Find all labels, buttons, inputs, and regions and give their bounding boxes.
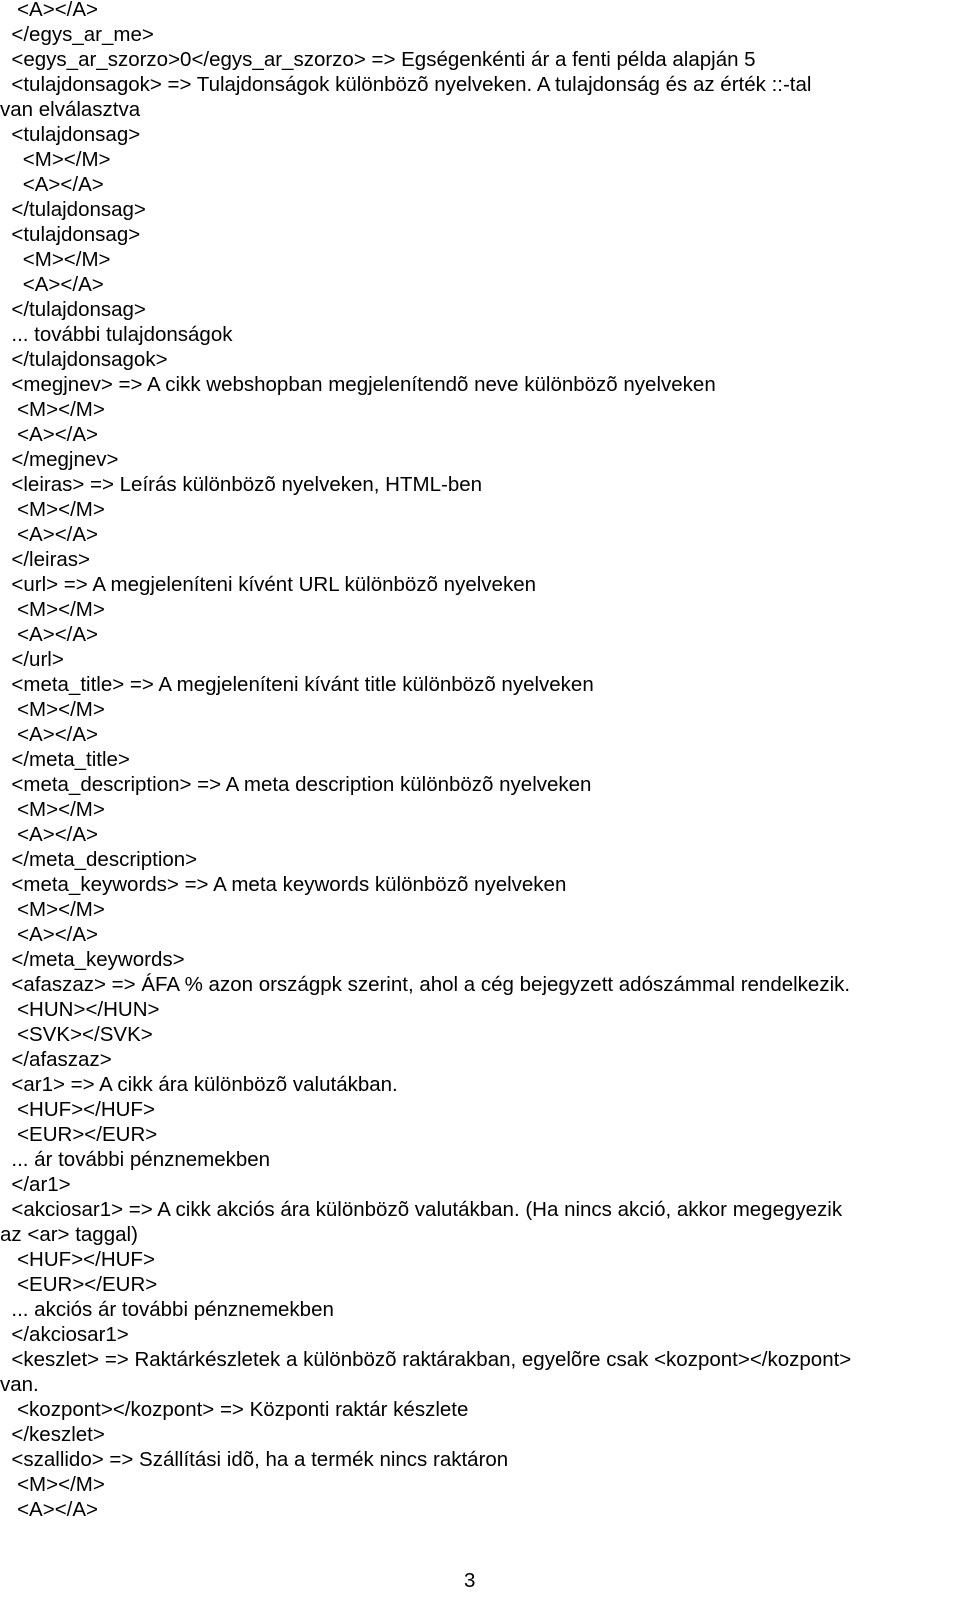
text-line: <A></A> (0, 1498, 99, 1521)
text-line: <tulajdonsag> (0, 123, 141, 146)
text-line: </afaszaz> (0, 1048, 112, 1071)
page-number: 3 (464, 1569, 476, 1592)
text-line: <A></A> (0, 0, 99, 21)
text-line: </leiras> (0, 548, 91, 571)
text-line: <akciosar1> => A cikk akciós ára különbözõ valutákban. (Ha nincs akció, akkor megegyezik (0, 1198, 843, 1221)
text-line: <keszlet> => Raktárkészletek a különbözõ raktárakban, egyelõre csak <kozpont></kozpont> (0, 1348, 852, 1371)
text-line: <A></A> (0, 923, 99, 946)
text-line: <meta_title> => A megjeleníteni kívánt title különbözõ nyelveken (0, 673, 594, 696)
text-line: <SVK></SVK> (0, 1023, 153, 1046)
text-line: </url> (0, 648, 64, 671)
text-line: <EUR></EUR> (0, 1273, 158, 1296)
text-line: <M></M> (0, 798, 105, 821)
text-line: <A></A> (0, 173, 104, 196)
text-line: <egys_ar_szorzo>0</egys_ar_szorzo> => Egségenkénti ár a fenti példa alapján 5 (0, 48, 756, 71)
text-line: <A></A> (0, 723, 99, 746)
text-line: <A></A> (0, 273, 104, 296)
text-line: <A></A> (0, 523, 99, 546)
text-line: </meta_title> (0, 748, 130, 771)
text-line: van. (0, 1373, 39, 1396)
text-line: </meta_keywords> (0, 948, 185, 971)
text-line: ... ár további pénznemekben (0, 1148, 271, 1171)
text-line: <M></M> (0, 1473, 105, 1496)
text-line: <kozpont></kozpont> => Központi raktár készlete (0, 1398, 469, 1421)
text-line: </tulajdonsag> (0, 298, 146, 321)
text-line: <M></M> (0, 898, 105, 921)
text-line: ... további tulajdonságok (0, 323, 233, 346)
text-line: <meta_keywords> => A meta keywords különbözõ nyelveken (0, 873, 567, 896)
text-line: <M></M> (0, 598, 105, 621)
text-line: <HUF></HUF> (0, 1098, 155, 1121)
text-line: ... akciós ár további pénznemekben (0, 1298, 334, 1321)
text-line: <ar1> => A cikk ára különbözõ valutákban. (0, 1073, 398, 1096)
text-line: </tulajdonsagok> (0, 348, 168, 371)
text-line: <tulajdonsag> (0, 223, 141, 246)
text-line: <A></A> (0, 423, 99, 446)
text-line: </tulajdonsag> (0, 198, 146, 221)
text-line: <megjnev> => A cikk webshopban megjelenítendõ neve különbözõ nyelveken (0, 373, 716, 396)
text-line: az <ar> taggal) (0, 1223, 138, 1246)
text-line: <M></M> (0, 148, 111, 171)
text-line: <M></M> (0, 698, 105, 721)
text-line: <url> => A megjeleníteni kívént URL különbözõ nyelveken (0, 573, 536, 596)
text-line: </meta_description> (0, 848, 198, 871)
text-line: <szallido> => Szállítási idõ, ha a termék nincs raktáron (0, 1448, 509, 1471)
text-line: <meta_description> => A meta description különbözõ nyelveken (0, 773, 592, 796)
text-line: <M></M> (0, 248, 111, 271)
text-line: </egys_ar_me> (0, 23, 154, 46)
text-line: </akciosar1> (0, 1323, 129, 1346)
text-line: <HUF></HUF> (0, 1248, 155, 1271)
text-line: </ar1> (0, 1173, 71, 1196)
text-line: <A></A> (0, 823, 99, 846)
text-line: <M></M> (0, 498, 105, 521)
text-line: <HUN></HUN> (0, 998, 160, 1021)
text-line: <tulajdonsagok> => Tulajdonságok különbözõ nyelveken. A tulajdonság és az érték ::-tal (0, 73, 812, 96)
text-line: <EUR></EUR> (0, 1123, 158, 1146)
text-line: <afaszaz> => ÁFA % azon országpk szerint, ahol a cég bejegyzett adószámmal rendelkezik. (0, 973, 851, 996)
text-line: </keszlet> (0, 1423, 105, 1446)
text-line: van elválasztva (0, 98, 141, 121)
text-line: </megjnev> (0, 448, 119, 471)
text-line: <M></M> (0, 398, 105, 421)
text-line: <leiras> => Leírás különbözõ nyelveken, HTML-ben (0, 473, 483, 496)
text-line: <A></A> (0, 623, 99, 646)
